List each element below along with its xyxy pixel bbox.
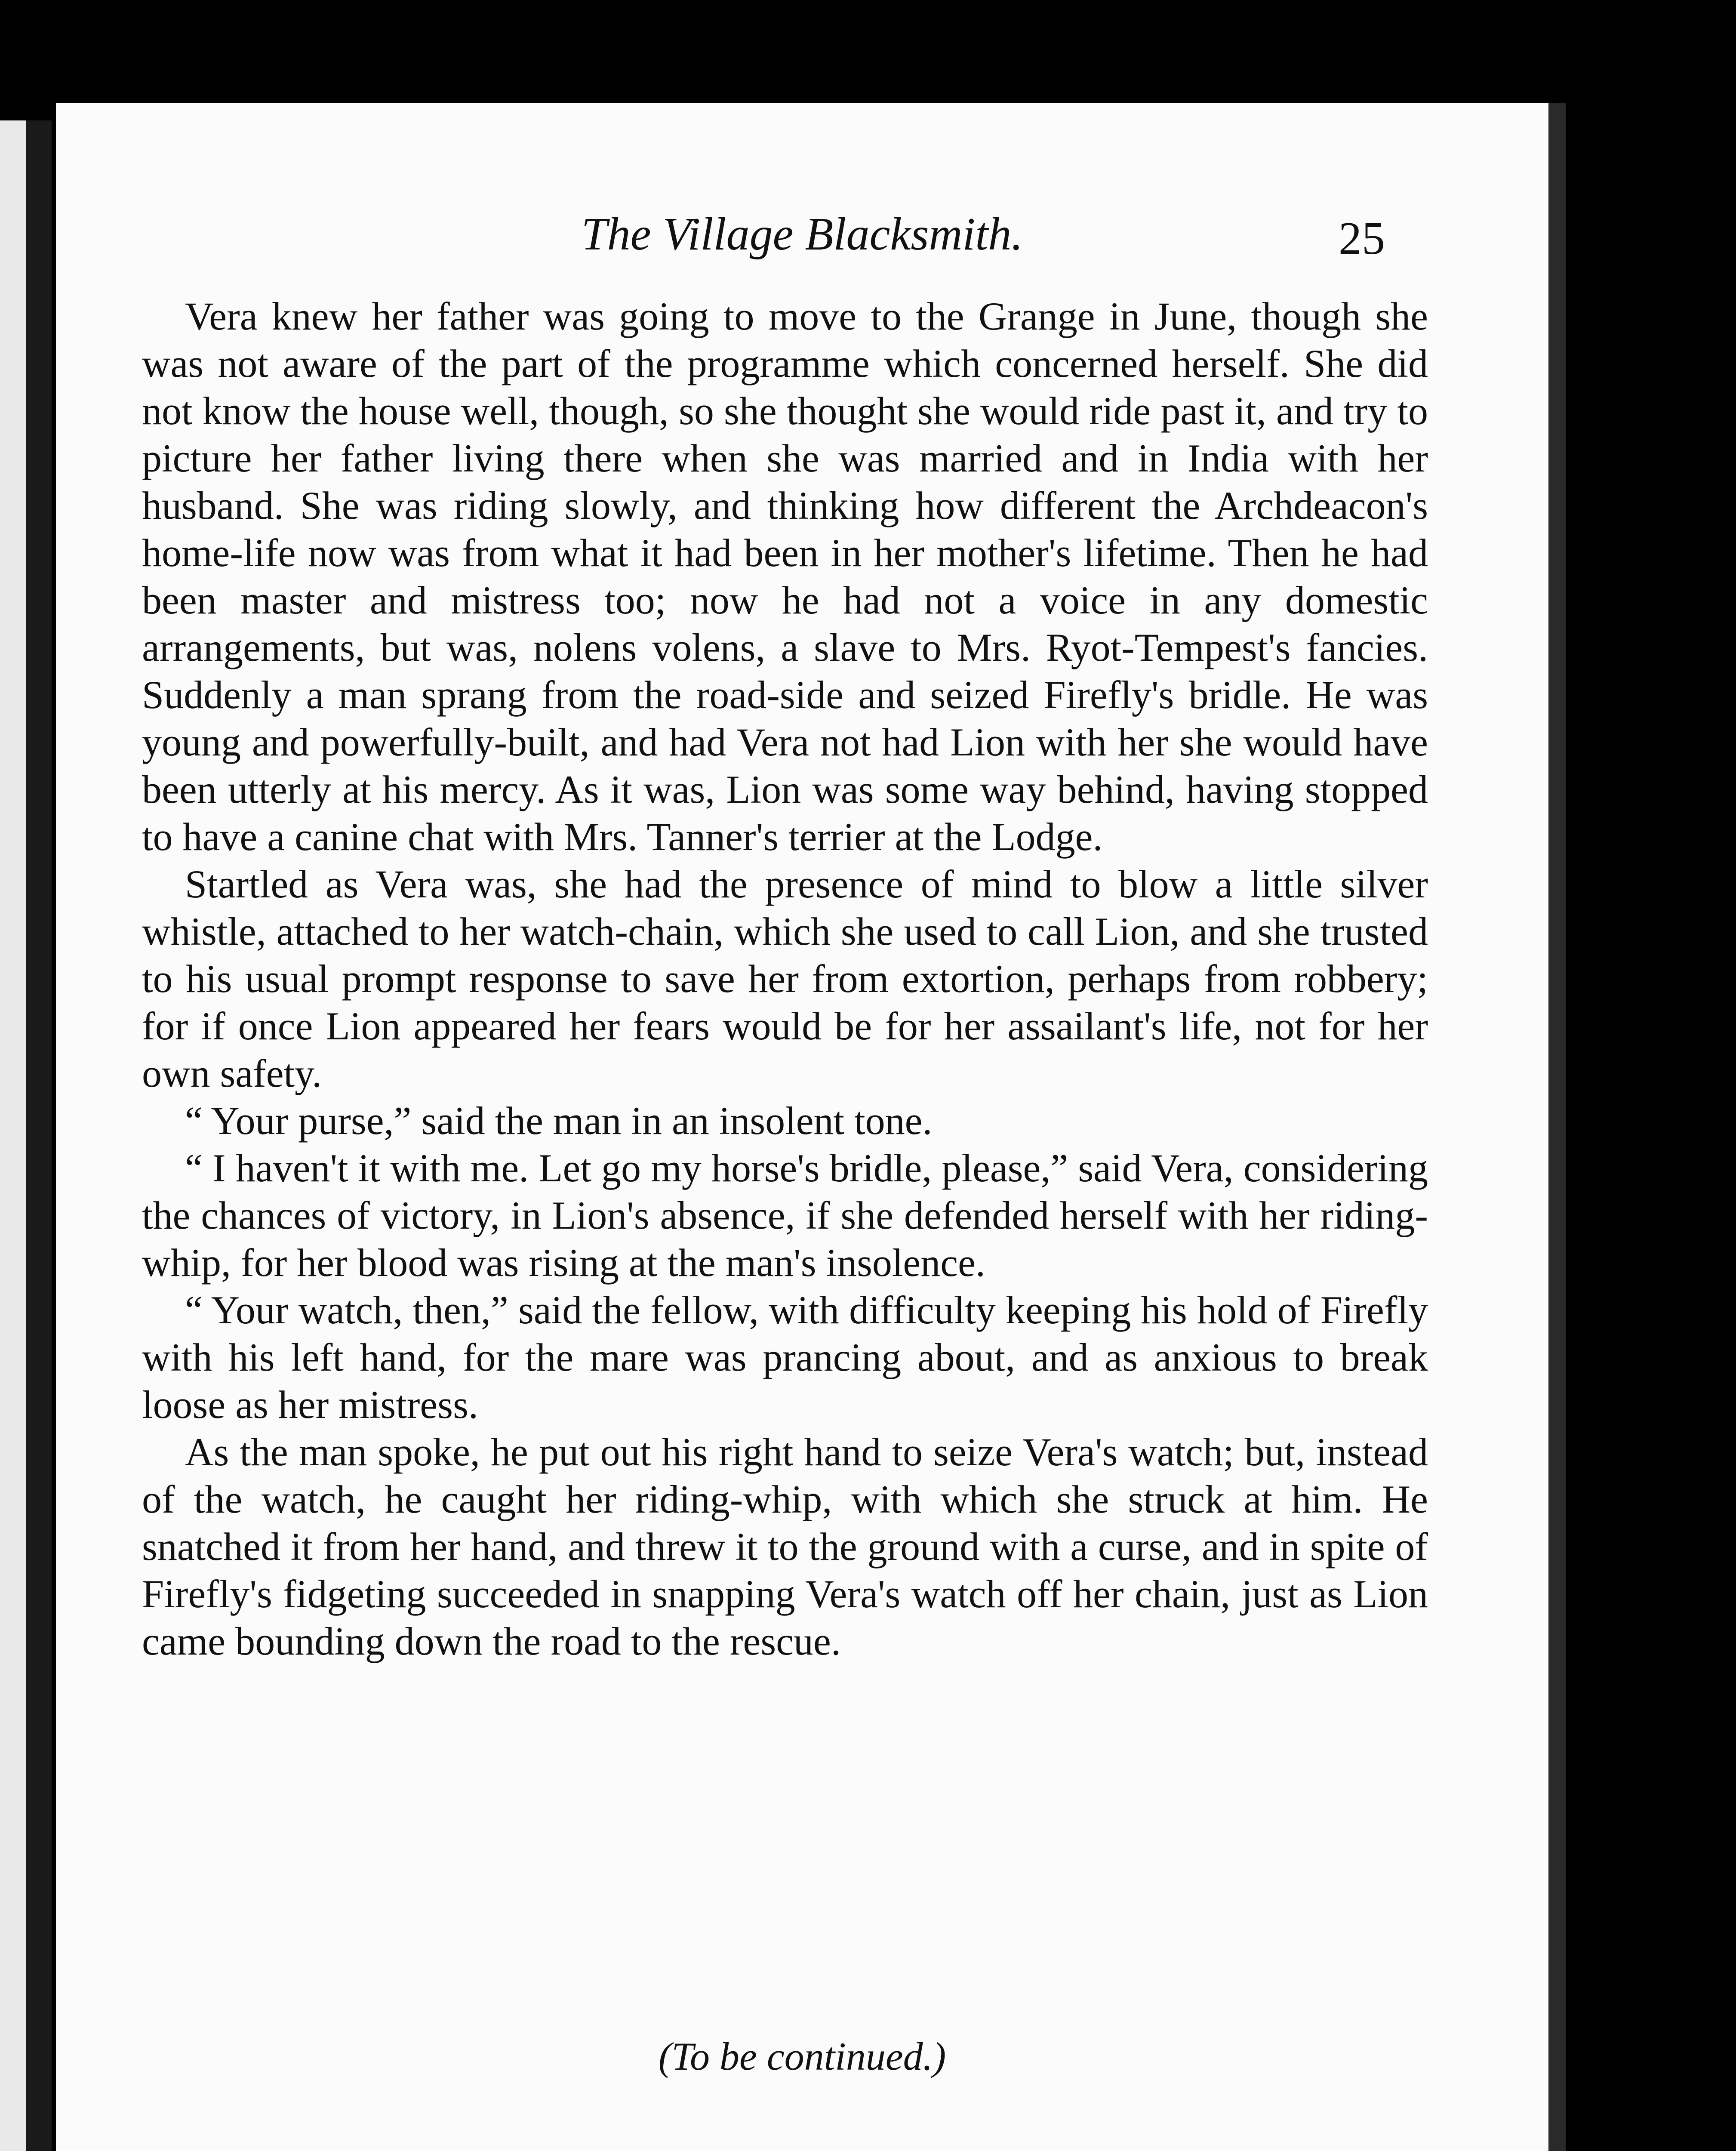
- paragraph: Vera knew her father was going to move to the Grange in June, though she was not aware of the part of the programme which concerned herself. She did not know the house well, though, so she thought she would ride past it, and try to picture her father living there when she was married and in India with her husband. She was riding slowly, and thinking how different the Archdeacon's home-life now was from what it had been in her mother's lifetime. Then he had been master and mistress too; now he had not a voice in any domestic arrangements, but was, nolens volens, a slave to Mrs. Ryot-Tempest's fancies. Suddenly a man sprang from the road-side and seized Firefly's bridle. He was young and powerfully-built, and had Vera not had Lion with her she would have been utterly at his mercy. As it was, Lion was some way behind, having stopped to have a canine chat with Mrs. Tanner's terrier at the Lodge.: [142, 294, 1428, 859]
- running-head: [56, 202, 1548, 267]
- running-title: The Village Blacksmith.: [581, 209, 1023, 260]
- page-number: 25: [1339, 213, 1385, 264]
- paragraph: “ Your watch, then,” said the fellow, with difficulty keeping his hold of Firefly with his left hand, for the mare was prancing about, and as anxious to break loose as her mistress.: [142, 1288, 1428, 1427]
- paragraph: As the man spoke, he put out his right hand to seize Vera's watch; but, instead of the watch, he caught her riding-whip, with which she struck at him. He snatched it from her hand, and threw it to the ground with a curse, and in spite of Firefly's fidgeting succeeded in snapping Vera's watch off her chain, just as Lion came bounding down the road to the rescue.: [142, 1430, 1428, 1663]
- paragraph: “ Your purse,” said the man in an insolent tone.: [185, 1099, 933, 1143]
- book-page: [56, 103, 1548, 2151]
- paragraph: Startled as Vera was, she had the presence of mind to blow a little silver whistle, attached to her watch-chain, which she used to call Lion, and she trusted to his usual prompt response to save her from extortion, perhaps from robbery; for if once Lion appeared her fears would be for her assailant's life, not for her own safety.: [142, 862, 1428, 1095]
- page-shadow: [1548, 103, 1566, 2151]
- paragraph: “ I haven't it with me. Let go my horse's bridle, please,” said Vera, considering the chances of victory, in Lion's absence, if she defended herself with her riding-whip, for her blood was rising at the man's insolence.: [142, 1146, 1428, 1285]
- book-gutter: [26, 120, 52, 2151]
- body-text: [142, 293, 1428, 1665]
- continued-note: (To be continued.): [658, 2034, 946, 2078]
